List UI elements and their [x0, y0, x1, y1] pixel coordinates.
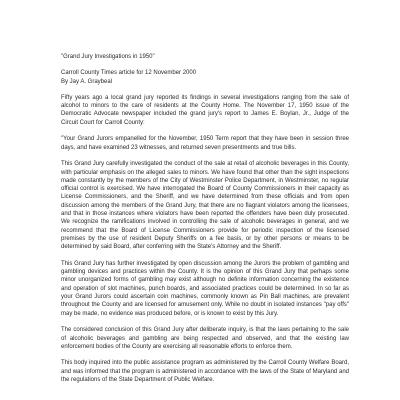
paragraph-welfare-inquiry: This body inquired into the public assistance program as administered by the Carroll County Welfare Board, and was informed that the program is administered in accordance with the laws of the State of Maryland and the regulations of the State Department of Public Welfare.	[61, 360, 349, 383]
source-line: Carroll County Times article for 12 November 2000	[61, 70, 197, 77]
paragraph-alcohol-investigation: This Grand Jury carefully investigated the conduct of the sale at retail of alcoholic beverages in this County, with particular emphasis on the alleged sales to minors. We have found that other than the sight inspections made constantly by the members of the City of Westminster Police Department, in Westminster, no regular official control is exercised. We have interrogated the Board of County Commissioners in their capacity as License Commissioners, and the Sheriff, and we have determined from these officials and from open discussion among the members of the Grand Jury, that there are no flagrant violators among the licensees, and that in those instances where violators have been reported the offenders have been duly prosecuted. We recognize the ramifications involved in controlling the sale of alcoholic beverages in general, and we recommend that the Board of License Commissioners provide for periodic inspection of the licensed premises by the use of resident Deputy Sheriffs on a fee basis, or by other persons or means to be determined by said Board, after conferring with the State's Attorney and the Sheriff.	[61, 161, 349, 251]
paragraph-report-opening: "Your Grand Jurors empanelled for the November, 1950 Term report that they have been in session three days, and have examined 23 witnesses, and returned seven presentments and true bills.	[61, 136, 349, 151]
author-line: By Jay A. Graybeal	[61, 78, 113, 85]
paragraph-conclusion: The considered conclusion of this Grand Jury after deliberate inquiry, is that the laws pertaining to the sale of alcoholic beverages and gambling are being respected and observed, and that the existing law enforcement bodies of the County are exercising all reasonable efforts to enforce them.	[61, 327, 349, 350]
article-title: "Grand Jury Investigations in 1950"	[61, 54, 155, 60]
paragraph-intro: Fifty years ago a local grand jury reported its findings in several investigations ranging from the sale of alcohol to minors to the care of residents at the County Home. The November 17, 1950 issue of the Democratic Advocate newspaper included the grand jury's report to James E. Boylan, Jr., Judge of the Circuit Court for Carroll County:	[61, 94, 349, 126]
paragraph-gambling-investigation: This Grand Jury has further investigated by open discussion among the Jurors the problem of gambling and gambling devices and practices within the County. It is the opinion of this Grand Jury that perhaps some minor unorganized forms of gambling may exist although no definite information concerning the existence and operation of slot machines, punch boards, and associated practices could be determined. In so far as your Grand Jurors could ascertain coin machines, commonly known as Pin Ball machines, are prevalent throughout the County and are licensed for amusement only. While no doubt in isolated instances "pay offs" may be made, no evidence was produced before, or is known to exist by this Jury.	[61, 260, 349, 317]
article-byline	[61, 69, 349, 86]
article-body	[61, 53, 349, 393]
